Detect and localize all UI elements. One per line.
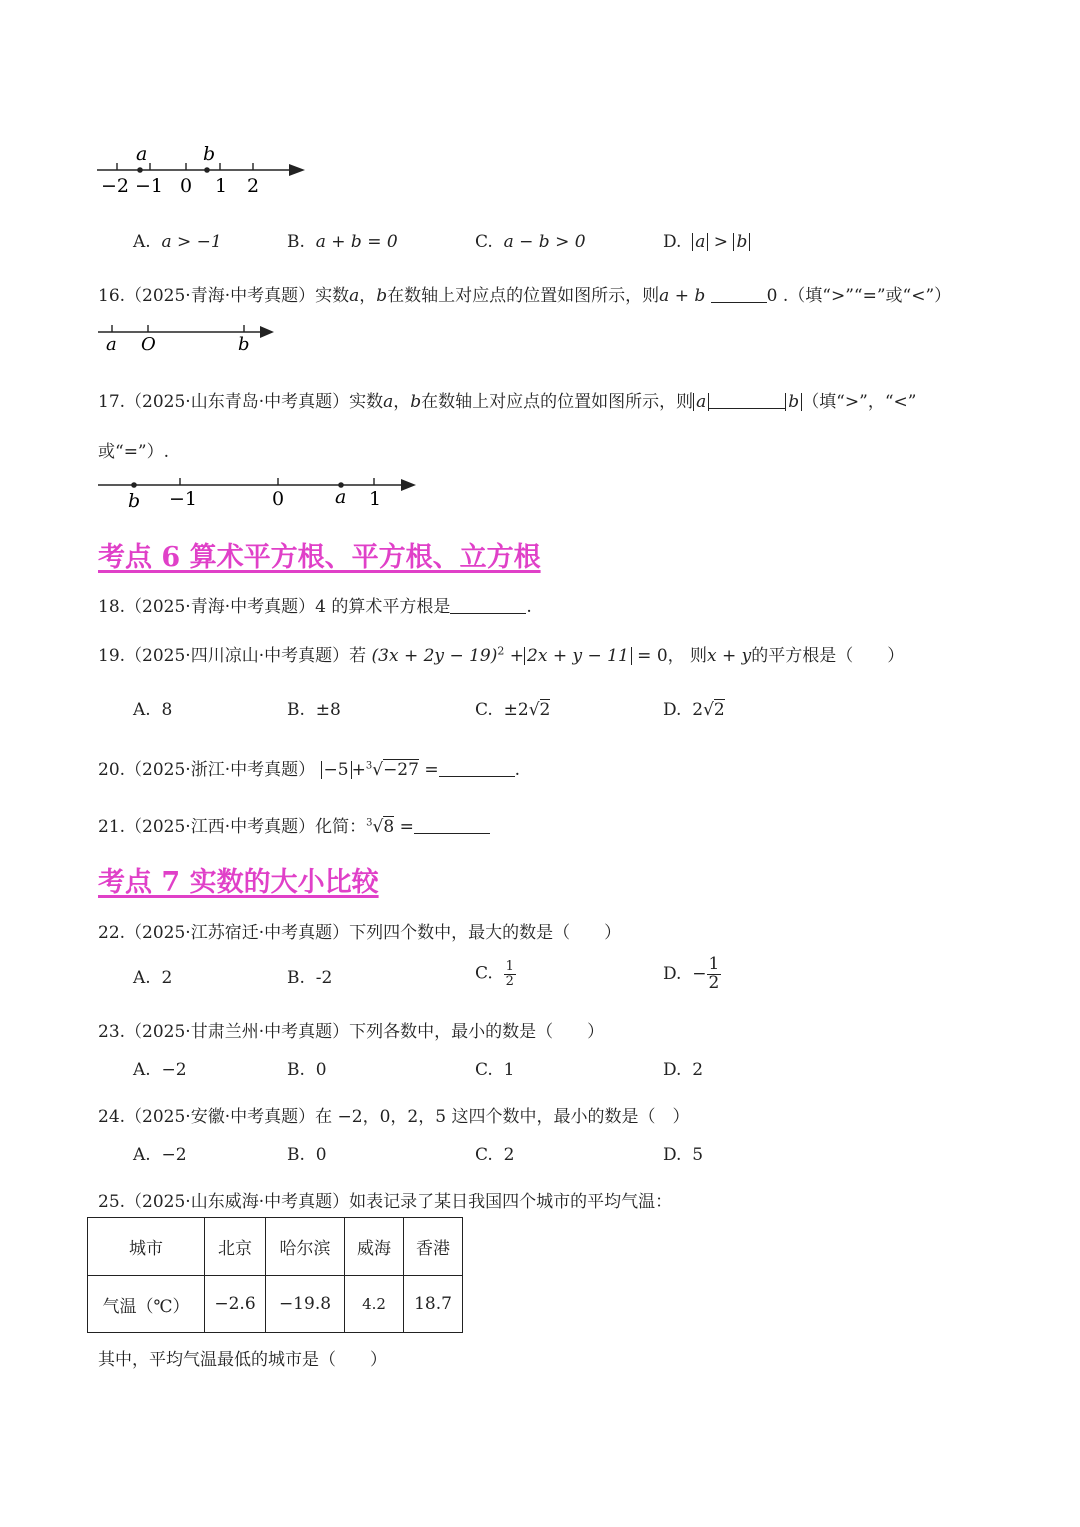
question-source: （2025·青海·中考真题） bbox=[125, 597, 316, 617]
option-letter: A. bbox=[133, 1145, 151, 1165]
minus-sign: − bbox=[692, 963, 707, 984]
option-letter: B. bbox=[287, 968, 305, 988]
option-letter: B. bbox=[287, 1145, 305, 1165]
table-header-cell: 威海 bbox=[345, 1218, 404, 1276]
separator: ， bbox=[359, 286, 377, 306]
fraction bbox=[504, 960, 516, 988]
option-text: 5 bbox=[692, 1145, 704, 1165]
option-text: 2 bbox=[692, 1060, 704, 1080]
denominator: 2 bbox=[505, 973, 514, 989]
option-text: 2 bbox=[692, 700, 704, 720]
point-b bbox=[204, 167, 210, 173]
sqrt-sign: √ bbox=[703, 700, 714, 720]
point-a bbox=[137, 167, 143, 173]
var-b: b bbox=[376, 286, 388, 306]
q25-stem bbox=[98, 1187, 672, 1212]
abs-a: a bbox=[693, 393, 709, 411]
table-row bbox=[88, 1276, 463, 1333]
option-letter: C. bbox=[475, 1060, 493, 1080]
option-text: 2 bbox=[161, 968, 173, 988]
label-a: a bbox=[335, 486, 347, 508]
stem-tail: （填“>”，“<” bbox=[802, 392, 917, 412]
option-text: a > −1 bbox=[161, 232, 222, 252]
answer-blank[interactable] bbox=[450, 597, 526, 614]
q23-option-b[interactable] bbox=[287, 1060, 327, 1080]
sqrt-sign: √ bbox=[372, 817, 384, 837]
stem-text: 则 bbox=[690, 646, 708, 666]
q23-option-c[interactable] bbox=[475, 1060, 514, 1080]
question-number: 25. bbox=[98, 1192, 126, 1212]
q24-option-b[interactable] bbox=[287, 1145, 327, 1165]
option-text: ±2 bbox=[503, 700, 529, 720]
q23-option-d[interactable] bbox=[663, 1060, 703, 1080]
var-b: b bbox=[410, 392, 422, 412]
q25-question: 其中，平均气温最低的城市是（ ） bbox=[98, 1350, 387, 1370]
radicand: 2 bbox=[713, 700, 725, 720]
stem-text: 下列各数中，最小的数是（ ） bbox=[349, 1022, 605, 1042]
table-row bbox=[88, 1218, 463, 1276]
q18-stem bbox=[98, 592, 532, 617]
q19-option-a[interactable] bbox=[133, 700, 172, 720]
stem-text: 实数 bbox=[349, 392, 384, 412]
q15-option-b[interactable] bbox=[287, 232, 398, 252]
question-source: （2025·浙江·中考真题） bbox=[125, 760, 316, 780]
sqrt-sign: √ bbox=[528, 700, 540, 720]
root-index: 3 bbox=[365, 760, 373, 772]
question-number: 24. bbox=[98, 1107, 126, 1127]
stem-text: 在数轴上对应点的位置如图所示，则 bbox=[387, 286, 660, 306]
section-heading-6: 考点 6 算术平方根、平方根、立方根 bbox=[98, 542, 541, 573]
q20-stem bbox=[98, 755, 520, 780]
option-letter: D. bbox=[663, 232, 682, 252]
question-number: 20. bbox=[98, 760, 126, 780]
q17-number-line bbox=[96, 473, 421, 513]
stem-text: 下列四个数中，最大的数是（ ） bbox=[349, 923, 622, 943]
sqrt-sign: √ bbox=[372, 760, 384, 780]
q24-option-c[interactable] bbox=[475, 1145, 514, 1165]
q24-option-a[interactable] bbox=[133, 1145, 187, 1165]
stem-text: 化简： bbox=[315, 817, 367, 837]
table-cell: −2.6 bbox=[205, 1276, 266, 1333]
tick-label: −2 bbox=[101, 175, 130, 197]
q19-option-d[interactable] bbox=[663, 700, 725, 720]
label-origin: O bbox=[141, 334, 156, 355]
option-letter: D. bbox=[663, 963, 682, 984]
q23-stem bbox=[98, 1017, 604, 1042]
abs-b: b bbox=[733, 233, 750, 251]
q22-option-a[interactable] bbox=[133, 968, 172, 988]
temperature-table bbox=[87, 1217, 463, 1333]
q21-stem bbox=[98, 812, 490, 837]
label-a: a bbox=[136, 143, 148, 165]
stem-text: 在数轴上对应点的位置如图所示，则 bbox=[421, 392, 694, 412]
equals-sign: = bbox=[424, 760, 439, 780]
option-letter: D. bbox=[663, 1060, 682, 1080]
tick-label: 0 bbox=[272, 488, 285, 510]
tick-label: 1 bbox=[215, 175, 228, 197]
q16-stem bbox=[98, 281, 951, 306]
q22-option-c[interactable] bbox=[475, 960, 516, 988]
table-cell: 4.2 bbox=[345, 1276, 404, 1333]
plus-sign: + bbox=[509, 646, 525, 666]
q17-stem: 17.（2025·山东青岛·中考真题）实数a，b在数轴上对应点的位置如图所示，则 a b （填“>”，“<” bbox=[98, 392, 917, 412]
option-letter: A. bbox=[133, 968, 151, 988]
option-letter: B. bbox=[287, 700, 305, 720]
abs-expression: 2x + y − 11 bbox=[524, 647, 632, 665]
option-letter: D. bbox=[663, 700, 682, 720]
equals-zero: = 0， bbox=[637, 646, 685, 666]
stem-tail: 0 .（填“>”“=”或“<”） bbox=[766, 286, 952, 306]
radicand: 2 bbox=[539, 700, 551, 720]
q22-stem bbox=[98, 918, 621, 943]
abs-a: a bbox=[692, 233, 708, 251]
tick-label: 1 bbox=[369, 488, 382, 510]
expression: x + y bbox=[707, 646, 752, 666]
section-heading-7: 考点 7 实数的大小比较 bbox=[98, 867, 379, 898]
question-number: 17. bbox=[98, 392, 126, 412]
label-b: b bbox=[128, 490, 141, 512]
option-text: 1 bbox=[503, 1060, 515, 1080]
numerator: 1 bbox=[708, 954, 720, 974]
option-letter: B. bbox=[287, 232, 305, 252]
question-number: 18. bbox=[98, 597, 126, 617]
q19-stem bbox=[98, 641, 904, 666]
stem-text: 实数 bbox=[315, 286, 350, 306]
q19-option-b[interactable] bbox=[287, 700, 341, 720]
option-letter: A. bbox=[133, 1060, 151, 1080]
question-source: （2025·江西·中考真题） bbox=[125, 817, 316, 837]
q23-option-a[interactable] bbox=[133, 1060, 187, 1080]
question-source: （2025·四川凉山·中考真题） bbox=[125, 646, 350, 666]
q17-stem-line2: 或“=”）. bbox=[98, 442, 170, 462]
question-number: 23. bbox=[98, 1022, 126, 1042]
stem-text: 如表记录了某日我国四个城市的平均气温： bbox=[349, 1192, 673, 1212]
plus-sign: + bbox=[351, 760, 366, 780]
fraction bbox=[707, 956, 722, 993]
expression: a + b bbox=[659, 286, 706, 306]
exponent: 2 bbox=[497, 644, 505, 658]
gt-sign: > bbox=[713, 232, 729, 252]
answer-blank[interactable] bbox=[439, 760, 515, 777]
table-cell: 气温（℃） bbox=[88, 1276, 205, 1333]
point-b bbox=[131, 482, 137, 488]
option-text: a − b > 0 bbox=[503, 232, 586, 252]
option-letter: C. bbox=[475, 232, 493, 252]
tick-label: −1 bbox=[169, 488, 198, 510]
question-number: 21. bbox=[98, 817, 126, 837]
option-text: 0 bbox=[315, 1060, 327, 1080]
table-header-cell: 哈尔滨 bbox=[266, 1218, 345, 1276]
question-number: 22. bbox=[98, 923, 126, 943]
option-text: ±8 bbox=[315, 700, 341, 720]
answer-blank[interactable] bbox=[711, 286, 767, 303]
question-source: （2025·山东威海·中考真题） bbox=[125, 1192, 350, 1212]
stem-tail: . bbox=[526, 597, 532, 617]
option-letter: B. bbox=[287, 1060, 305, 1080]
question-source: （2025·青海·中考真题） bbox=[125, 286, 316, 306]
question-source: （2025·江苏宿迁·中考真题） bbox=[125, 923, 350, 943]
root-index: 3 bbox=[366, 817, 373, 829]
q15-option-d[interactable] bbox=[663, 232, 750, 252]
table-header-cell: 香港 bbox=[404, 1218, 463, 1276]
numerator: 1 bbox=[505, 959, 514, 974]
option-text: a + b = 0 bbox=[315, 232, 398, 252]
q19-option-c[interactable] bbox=[475, 700, 550, 720]
question-number: 19. bbox=[98, 646, 126, 666]
option-letter: C. bbox=[475, 700, 493, 720]
q22-option-d[interactable] bbox=[663, 956, 721, 993]
q15-option-a[interactable] bbox=[133, 232, 222, 252]
q24-option-d[interactable] bbox=[663, 1145, 703, 1165]
option-text: 8 bbox=[161, 700, 173, 720]
option-text: −2 bbox=[161, 1145, 187, 1165]
abs-expression: −5 bbox=[321, 761, 352, 779]
label-a: a bbox=[106, 334, 117, 355]
option-letter: C. bbox=[475, 963, 493, 984]
option-text: 2 bbox=[503, 1145, 515, 1165]
label-b: b bbox=[238, 334, 250, 355]
answer-blank[interactable] bbox=[709, 392, 785, 409]
tick-label: 0 bbox=[180, 175, 193, 197]
denominator: 2 bbox=[708, 972, 720, 993]
option-text: 0 bbox=[315, 1145, 327, 1165]
option-text: -2 bbox=[315, 968, 333, 988]
radicand: 8 bbox=[383, 817, 395, 837]
table-header-cell: 城市 bbox=[88, 1218, 205, 1276]
q16-number-line bbox=[96, 320, 278, 358]
stem-text: 在 −2，0，2，5 这四个数中，最小的数是（ ） bbox=[315, 1107, 690, 1127]
question-source: （2025·安徽·中考真题） bbox=[125, 1107, 316, 1127]
q24-stem bbox=[98, 1102, 689, 1127]
table-cell: 18.7 bbox=[404, 1276, 463, 1333]
abs-b: b bbox=[785, 393, 802, 411]
table-cell: −19.8 bbox=[266, 1276, 345, 1333]
tick-label: 2 bbox=[247, 175, 260, 197]
option-letter: D. bbox=[663, 1145, 682, 1165]
answer-blank[interactable] bbox=[414, 817, 490, 834]
stem-text: 4 的算术平方根是 bbox=[315, 597, 451, 617]
option-letter: A. bbox=[133, 700, 151, 720]
radicand: −27 bbox=[383, 760, 419, 780]
stem-tail: . bbox=[514, 760, 521, 780]
expression: (3x + 2y − 19) bbox=[371, 646, 498, 666]
table-header-cell: 北京 bbox=[205, 1218, 266, 1276]
equals-sign: = bbox=[399, 817, 414, 837]
question-source: （2025·甘肃兰州·中考真题） bbox=[125, 1022, 350, 1042]
q15-number-line bbox=[95, 138, 310, 200]
var-a: a bbox=[383, 392, 394, 412]
question-source: （2025·山东青岛·中考真题） bbox=[125, 392, 350, 412]
var-a: a bbox=[349, 286, 360, 306]
label-b: b bbox=[203, 143, 216, 165]
tick-label: −1 bbox=[135, 175, 164, 197]
q22-option-b[interactable] bbox=[287, 968, 332, 988]
option-text: −2 bbox=[161, 1060, 187, 1080]
option-letter: A. bbox=[133, 232, 151, 252]
q15-option-c[interactable] bbox=[475, 232, 586, 252]
question-number: 16. bbox=[98, 286, 126, 306]
option-letter: C. bbox=[475, 1145, 493, 1165]
stem-tail: 的平方根是（ ） bbox=[751, 646, 905, 666]
stem-text: 若 bbox=[349, 646, 367, 666]
